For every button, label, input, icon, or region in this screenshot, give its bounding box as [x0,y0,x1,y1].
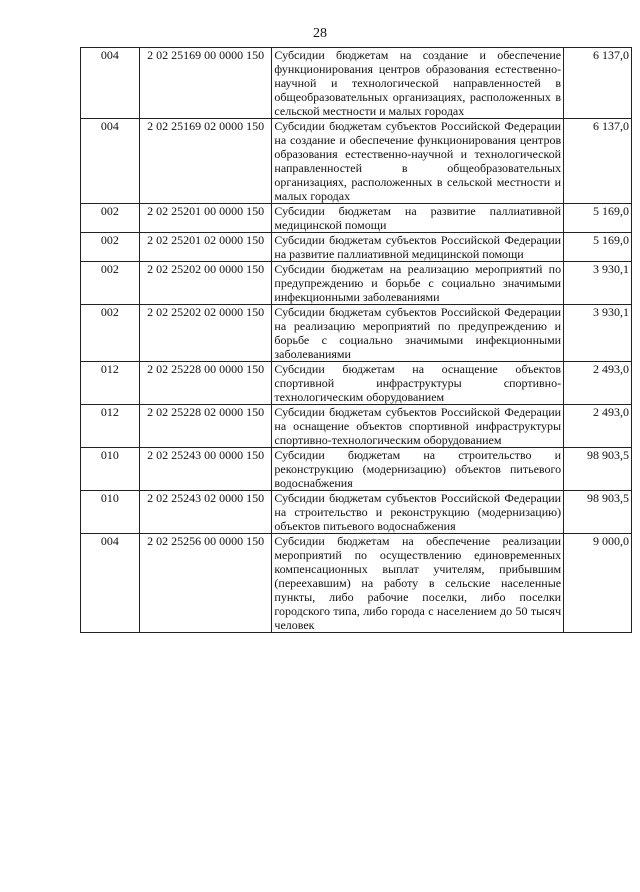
table-row [81,491,632,534]
admin-code-cell: 002 [81,204,140,233]
amount-cell: 2 493,0 [564,362,632,405]
budget-code-cell: 2 02 25202 00 0000 150 [139,262,272,305]
amount-cell: 6 137,0 [564,48,632,119]
admin-code-cell: 012 [81,362,140,405]
budget-code-cell: 2 02 25169 02 0000 150 [139,119,272,204]
admin-code-cell: 004 [81,48,140,119]
table-row [81,204,632,233]
admin-code-cell: 004 [81,119,140,204]
amount-cell: 5 169,0 [564,233,632,262]
amount-cell: 3 930,1 [564,262,632,305]
budget-code-cell: 2 02 25256 00 0000 150 [139,534,272,633]
table-row [81,405,632,448]
amount-cell: 98 903,5 [564,491,632,534]
budget-code-cell: 2 02 25201 02 0000 150 [139,233,272,262]
admin-code-cell: 010 [81,448,140,491]
budget-table [80,47,632,633]
description-cell: Субсидии бюджетам субъектов Российской Федерации на создание и обеспечение функционирования центров образования естественно-научной и технологической направленностей в общеобразовательных организациях, расположенных в сельской местности и малых городах [272,119,564,204]
table-row [81,48,632,119]
table-row [81,233,632,262]
amount-cell: 3 930,1 [564,305,632,362]
description-cell: Субсидии бюджетам на строительство и реконструкцию (модернизацию) объектов питьевого водоснабжения [272,448,564,491]
description-cell: Субсидии бюджетам на реализацию мероприятий по предупреждению и борьбе с социально значимыми инфекционными заболеваниями [272,262,564,305]
budget-code-cell: 2 02 25228 00 0000 150 [139,362,272,405]
table-row [81,534,632,633]
description-cell: Субсидии бюджетам на развитие паллиативной медицинской помощи [272,204,564,233]
table-row [81,119,632,204]
page-number: 28 [313,26,327,41]
description-cell: Субсидии бюджетам на оснащение объектов спортивной инфраструктуры спортивно-технологическим оборудованием [272,362,564,405]
table-row [81,305,632,362]
description-cell: Субсидии бюджетам на обеспечение реализации мероприятий по осуществлению единовременных компенсационных выплат учителям, прибывшим (переехавшим) на работу в сельские населенные пункты, либо рабочие поселки, либо поселки городского типа, либо города с населением до 50 тысяч человек [272,534,564,633]
budget-code-cell: 2 02 25243 02 0000 150 [139,491,272,534]
budget-code-cell: 2 02 25201 00 0000 150 [139,204,272,233]
budget-code-cell: 2 02 25169 00 0000 150 [139,48,272,119]
table-row [81,448,632,491]
admin-code-cell: 002 [81,305,140,362]
budget-code-cell: 2 02 25228 02 0000 150 [139,405,272,448]
admin-code-cell: 004 [81,534,140,633]
amount-cell: 9 000,0 [564,534,632,633]
admin-code-cell: 010 [81,491,140,534]
description-cell: Субсидии бюджетам субъектов Российской Федерации на реализацию мероприятий по предупреждению и борьбе с социально значимыми инфекционными заболеваниями [272,305,564,362]
description-cell: Субсидии бюджетам на создание и обеспечение функционирования центров образования естественно-научной и технологической направленностей в общеобразовательных организациях, расположенных в сельской местности и малых городах [272,48,564,119]
description-cell: Субсидии бюджетам субъектов Российской Федерации на развитие паллиативной медицинской помощи [272,233,564,262]
admin-code-cell: 012 [81,405,140,448]
amount-cell: 2 493,0 [564,405,632,448]
admin-code-cell: 002 [81,262,140,305]
table-row [81,362,632,405]
table-row [81,262,632,305]
amount-cell: 5 169,0 [564,204,632,233]
amount-cell: 6 137,0 [564,119,632,204]
amount-cell: 98 903,5 [564,448,632,491]
budget-code-cell: 2 02 25243 00 0000 150 [139,448,272,491]
description-cell: Субсидии бюджетам субъектов Российской Федерации на оснащение объектов спортивной инфраструктуры спортивно-технологическим оборудованием [272,405,564,448]
description-cell: Субсидии бюджетам субъектов Российской Федерации на строительство и реконструкцию (модернизацию) объектов питьевого водоснабжения [272,491,564,534]
admin-code-cell: 002 [81,233,140,262]
budget-code-cell: 2 02 25202 02 0000 150 [139,305,272,362]
